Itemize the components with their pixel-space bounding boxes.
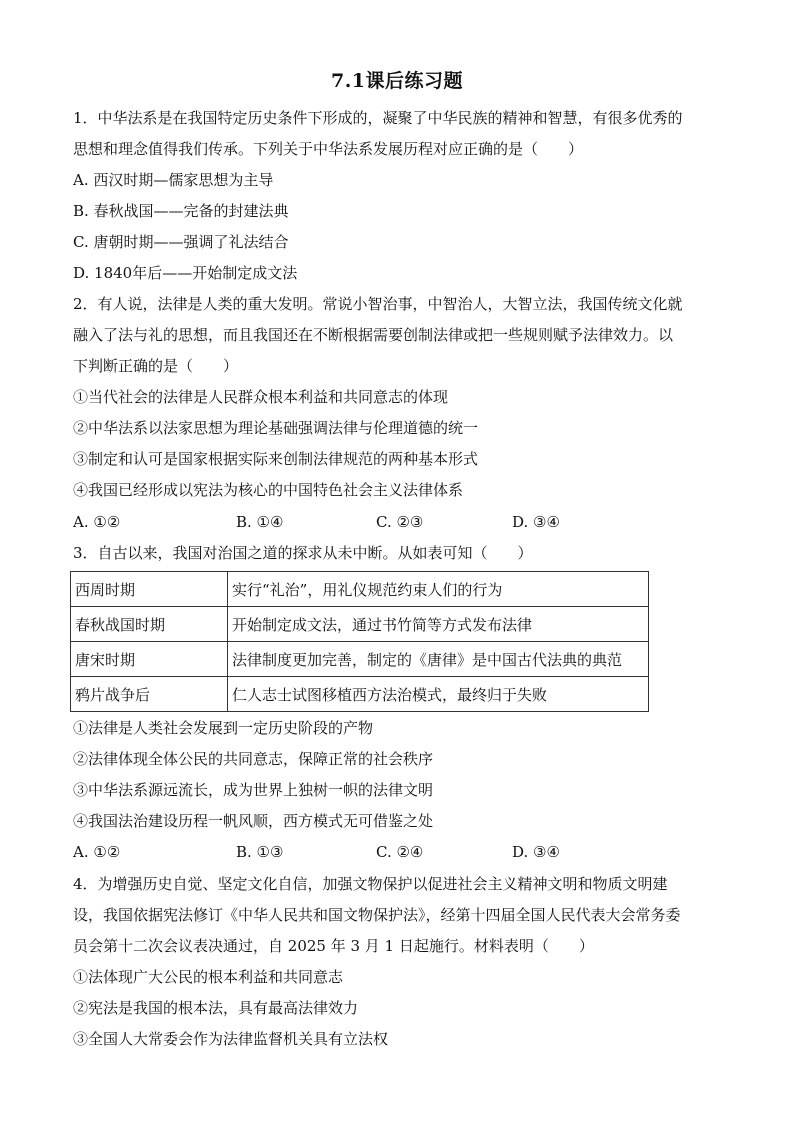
table-cell-period: 唐宋时期 [71, 642, 228, 677]
q2-option-b: B. ①④ [236, 513, 284, 531]
table-row [71, 607, 649, 642]
q3-statement-4: ④我国法治建设历程一帆风顺，西方模式无可借鉴之处 [73, 812, 434, 830]
q2-stem-line-2: 融入了法与礼的思想，而且我国还在不断根据需要创制法律或把一些规则赋予法律效力。以 [73, 326, 674, 344]
q3-option-b: B. ①③ [236, 843, 284, 861]
q4-stem-line-1: 4．为增强历史自觉、坚定文化自信，加强文物保护以促进社会主义精神文明和物质文明建 [73, 875, 668, 893]
q1-stem-line-1: 1．中华法系是在我国特定历史条件下形成的，凝聚了中华民族的精神和智慧，有很多优秀的 [73, 109, 683, 127]
table-cell-period: 西周时期 [71, 572, 228, 607]
q2-option-d: D. ③④ [512, 513, 560, 531]
history-table [70, 571, 649, 712]
q2-statement-4: ④我国已经形成以宪法为核心的中国特色社会主义法律体系 [73, 481, 464, 499]
table-row [71, 642, 649, 677]
q1-option-b: B. 春秋战国——完备的封建法典 [73, 202, 289, 220]
q3-statement-2: ②法律体现全体公民的共同意志，保障正常的社会秩序 [73, 750, 434, 768]
q3-option-d: D. ③④ [512, 843, 560, 861]
table-cell-description: 开始制定成文法，通过书竹简等方式发布法律 [228, 607, 649, 642]
table-cell-description: 实行“礼治”，用礼仪规范约束人们的行为 [228, 572, 649, 607]
q1-option-c: C. 唐朝时期——强调了礼法结合 [73, 233, 289, 251]
q3-option-c: C. ②④ [376, 843, 424, 861]
q3-statement-3: ③中华法系源远流长，成为世界上独树一帜的法律文明 [73, 781, 434, 799]
q1-option-a: A. 西汉时期—儒家思想为主导 [73, 171, 274, 189]
table-row [71, 572, 649, 607]
table-cell-period: 春秋战国时期 [71, 607, 228, 642]
q3-statement-1: ①法律是人类社会发展到一定历史阶段的产物 [73, 719, 374, 737]
q1-stem-line-2: 思想和理念值得我们传承。下列关于中华法系发展历程对应正确的是（ ） [73, 140, 584, 158]
q3-option-a: A. ①② [73, 843, 121, 861]
q4-statement-1: ①法体现广大公民的根本利益和共同意志 [73, 968, 344, 986]
q4-statement-3: ③全国人大常委会作为法律监督机关具有立法权 [73, 1030, 389, 1048]
q2-stem-line-1: 2．有人说，法律是人类的重大发明。常说小智治事，中智治人，大智立法，我国传统文化就 [73, 295, 683, 313]
q2-option-c: C. ②③ [376, 513, 424, 531]
table-row [71, 677, 649, 712]
page-title: 7.1课后练习题 [330, 70, 464, 92]
q2-statement-2: ②中华法系以法家思想为理论基础强调法律与伦理道德的统一 [73, 419, 479, 437]
q4-stem-line-2: 设，我国依据宪法修订《中华人民共和国文物保护法》，经第十四届全国人民代表大会常务委 [73, 906, 681, 924]
table-cell-description: 法律制度更加完善，制定的《唐律》是中国古代法典的典范 [228, 642, 649, 677]
table-cell-period: 鸦片战争后 [71, 677, 228, 712]
q4-statement-2: ②宪法是我国的根本法，具有最高法律效力 [73, 999, 359, 1017]
q1-option-d: D. 1840年后——开始制定成文法 [73, 264, 298, 282]
table-cell-description: 仁人志士试图移植西方法治模式，最终归于失败 [228, 677, 649, 712]
q2-statement-3: ③制定和认可是国家根据实际来创制法律规范的两种基本形式 [73, 450, 479, 468]
q3-stem-line-1: 3．自古以来，我国对治国之道的探求从未中断。从如表可知（ ） [73, 544, 533, 562]
q2-stem-line-3: 下判断正确的是（ ） [73, 357, 239, 375]
q2-option-a: A. ①② [73, 513, 121, 531]
q2-statement-1: ①当代社会的法律是人民群众根本利益和共同意志的体现 [73, 388, 449, 406]
q4-stem-line-3: 员会第十二次会议表决通过，自 2025 年 3 月 1 日起施行。材料表明（ ） [73, 937, 594, 955]
